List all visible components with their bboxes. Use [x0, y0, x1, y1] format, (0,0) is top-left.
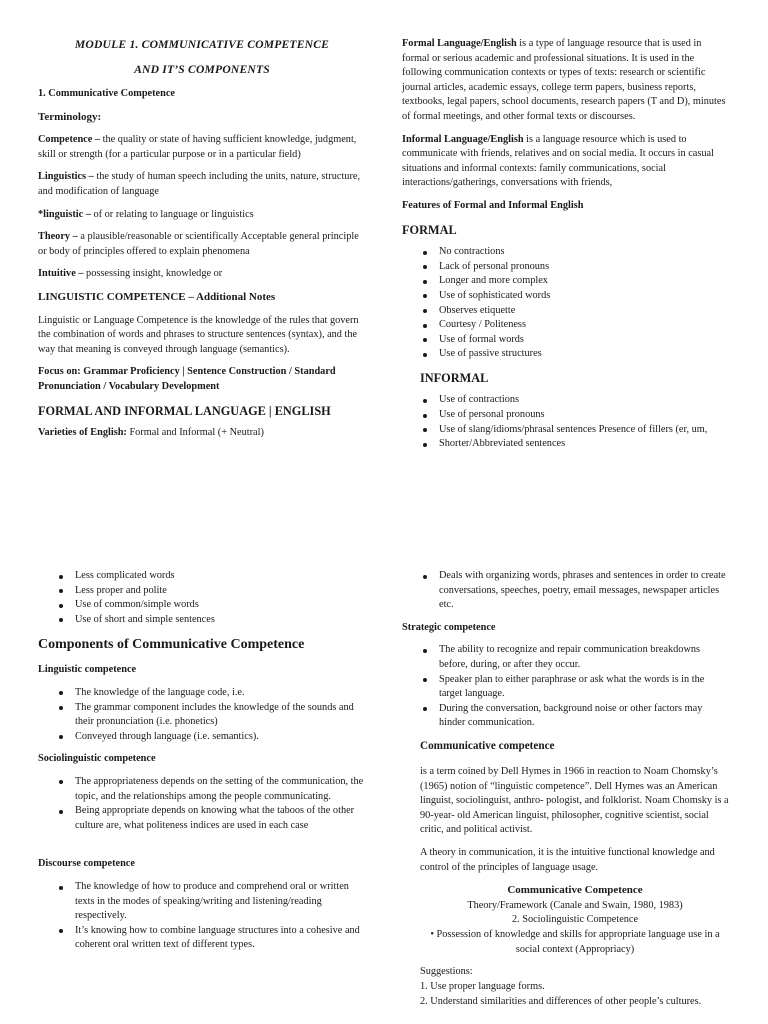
list-item: Use of common/simple words: [75, 598, 366, 613]
list-item: During the conversation, background noise or other factors may hinder communication.: [439, 702, 730, 731]
formal-informal-heading: FORMAL AND INFORMAL LANGUAGE | ENGLISH: [38, 403, 331, 418]
list-item: Less complicated words: [75, 569, 366, 584]
varieties-text: Varieties of English: Formal and Informal (+ Neutral): [38, 427, 264, 439]
left-bottom-column: [38, 569, 366, 961]
linguistic-competence-list: [38, 686, 366, 744]
focus-text: Focus on: Grammar Proficiency | Sentence Construction / Standard Pronunciation / Vocabulary Development: [38, 366, 336, 393]
linguistic-competence-paragraph: Linguistic or Language Competence is the knowledge of the rules that govern the combination of words and phrases to structure sentences (syntax), and the way that meaning is conveyed through language (semantics).: [38, 314, 359, 355]
informal-language-paragraph: Informal Language/English is a language resource which is used to communicate with friends, relatives and on social media. It occurs in casual situations and informal contexts: family communications, social interactions/gatherings, conversations with friends,: [402, 133, 714, 189]
discourse-continued-list: [402, 569, 730, 613]
communicative-theory-paragraph: A theory in communication, it is the intuitive functional knowledge and control of the principles of language usage.: [420, 847, 715, 873]
list-item: Conveyed through language (i.e. semantics).: [75, 730, 366, 745]
list-item: Use of passive structures: [439, 347, 730, 362]
list-item: Use of formal words: [439, 333, 730, 348]
list-item: Speaker plan to either paraphrase or ask what the words is in the target language.: [439, 673, 730, 702]
suggestion-item: 2. Understand similarities and differences of other people’s cultures.: [420, 995, 702, 1007]
framework-line: Theory/Framework (Canale and Swain, 1980, 1983): [467, 899, 683, 911]
list-item: The appropriateness depends on the setting of the communication, the topic, and the relationships among the people communicating.: [75, 775, 366, 804]
discourse-competence-list: [38, 880, 366, 953]
definition-intuitive: Intuitive – possessing insight, knowledge or: [38, 268, 223, 280]
definition-theory: Theory – a plausible/reasonable or scientifically Acceptable general principle or body of principles offered to explain phenomena: [38, 231, 359, 257]
list-item: Lack of personal pronouns: [439, 260, 730, 275]
list-item: Use of personal pronouns: [439, 408, 730, 423]
section-heading: 1. Communicative Competence: [38, 87, 175, 99]
list-item: The knowledge of how to produce and comprehend oral or written texts in the modes of speaking/writing and listening/reading respectively.: [75, 880, 366, 924]
list-item: Deals with organizing words, phrases and sentences in order to create conversations, speeches, poetry, email messages, newspaper articles etc.: [439, 569, 730, 613]
strategic-competence-subheading: Strategic competence: [402, 621, 496, 633]
linguistic-competence-subheading: Linguistic competence: [38, 664, 137, 676]
list-item: It’s knowing how to combine language structures into a cohesive and coherent oral written text of different types.: [75, 924, 366, 953]
list-item: The knowledge of the language code, i.e.: [75, 686, 366, 701]
list-item: Use of slang/idioms/phrasal sentences Presence of fillers (er, um,: [439, 423, 730, 438]
framework-title: Communicative Competence: [507, 884, 643, 897]
communicative-competence-paragraph: is a term coined by Dell Hymes in 1966 in reaction to Noam Chomsky’s (1965) notion of “linguistic competence”. Dell Hymes was an American linguist, sociolinguist, anthro- pologist, and folklorist. Noam Chomsky is a 90-year- old American linguist, philosopher, cognitive scientist, social critic, and political activist.: [420, 766, 729, 836]
module-title-line2: AND IT’S COMPONENTS: [134, 63, 270, 77]
formal-features-list: [402, 245, 730, 362]
right-top-column: [402, 37, 730, 460]
definition-linguistic: *linguistic – of or relating to language or linguistics: [38, 208, 254, 220]
definition-competence: Competence – the quality or state of having sufficient knowledge, judgment, skill or strength (for a particular purpose or in a particular field): [38, 134, 357, 160]
framework-line: 2. Sociolinguistic Competence: [511, 914, 639, 926]
communicative-competence-subheading: Communicative competence: [420, 740, 555, 753]
sociolinguistic-competence-subheading: Sociolinguistic competence: [38, 753, 156, 765]
list-item: Longer and more complex: [439, 274, 730, 289]
list-item: Less proper and polite: [75, 584, 366, 599]
formal-language-paragraph: Formal Language/English is a type of language resource that is used in formal or serious academic and professional situations. It is used in the following communication contexts or types of texts: research or scientific journal articles, academic essays, college term papers, business reports, textbooks, legal papers, school documents, research papers (T and D), minutes of formal meetings, and other formal texts or discourses.: [402, 38, 726, 123]
components-heading: Components of Communicative Competence: [38, 637, 305, 653]
formal-heading: FORMAL: [402, 222, 457, 237]
list-item: Courtesy / Politeness: [439, 318, 730, 333]
features-heading: Features of Formal and Informal English: [402, 200, 584, 212]
list-item: The ability to recognize and repair communication breakdowns before, during, or after they occur.: [439, 643, 730, 672]
list-item: Use of sophisticated words: [439, 289, 730, 304]
list-item: Observes etiquette: [439, 304, 730, 319]
suggestion-item: 1. Use proper language forms.: [420, 980, 545, 992]
definition-linguistics: Linguistics – the study of human speech including the units, nature, structure, and modification of language: [38, 171, 361, 197]
module-title-line1: MODULE 1. COMMUNICATIVE COMPETENCE: [74, 38, 330, 51]
suggestions-block: [402, 965, 730, 1009]
suggestions-label: Suggestions:: [420, 966, 473, 978]
framework-box: [402, 883, 730, 957]
list-item: Shorter/Abbreviated sentences: [439, 437, 730, 452]
list-item: Being appropriate depends on knowing what the taboos of the other culture are, what politeness indices are used in each case: [75, 804, 366, 833]
list-item: Use of contractions: [439, 393, 730, 408]
informal-heading: INFORMAL: [420, 371, 489, 386]
informal-continued-list: [38, 569, 366, 627]
discourse-competence-subheading: Discourse competence: [38, 858, 135, 870]
right-bottom-column: [402, 569, 730, 1009]
sociolinguistic-competence-list: [38, 775, 366, 833]
framework-line: • Possession of knowledge and skills for appropriate language use in a social context (Appropriacy): [430, 929, 720, 955]
list-item: The grammar component includes the knowledge of the sounds and their pronunciation (i.e. phonetics): [75, 701, 366, 730]
terminology-heading: Terminology:: [38, 110, 102, 123]
informal-features-list: [402, 393, 730, 451]
left-top-column: [38, 37, 366, 449]
list-item: Use of short and simple sentences: [75, 613, 366, 628]
linguistic-competence-heading: LINGUISTIC COMPETENCE – Additional Notes: [38, 291, 276, 303]
strategic-competence-list: [402, 643, 730, 731]
list-item: No contractions: [439, 245, 730, 260]
